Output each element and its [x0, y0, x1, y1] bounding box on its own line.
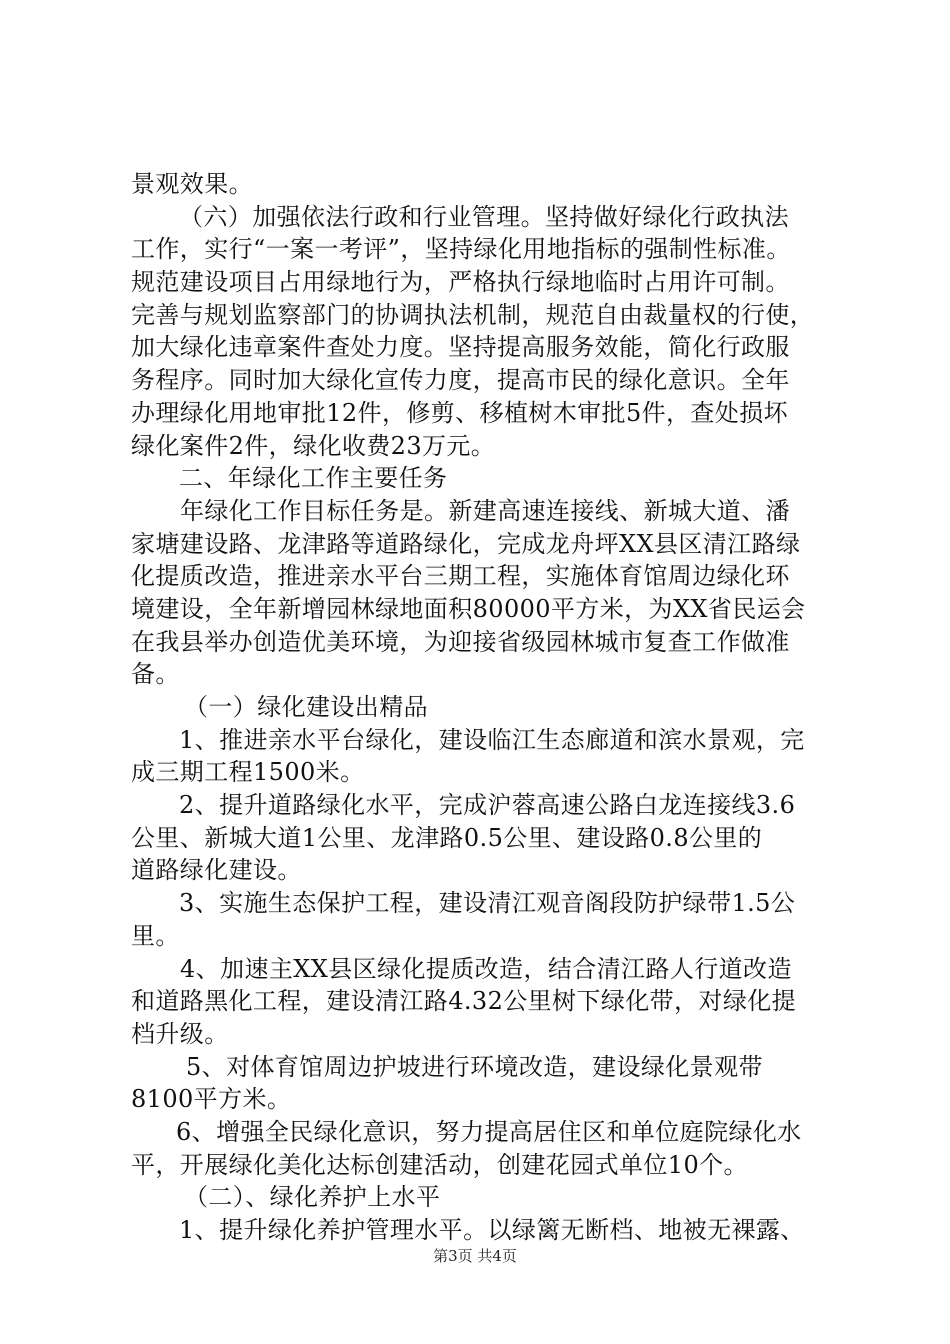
text-line: 平，开展绿化美化达标创建活动，创建花园式单位10个。 — [131, 1151, 748, 1179]
text-line: 规范建设项目占用绿地行为，严格执行绿地临时占用许可制。 — [131, 268, 790, 296]
text-line: 里。 — [131, 922, 180, 950]
text-line: 完善与规划监察部门的协调执法机制，规范自由裁量权的行使， — [131, 301, 815, 329]
page-footer: 第3页 共4页 — [433, 1247, 517, 1265]
subsection-heading: （二）、绿化养护上水平 — [184, 1183, 441, 1211]
text-line: 年绿化工作目标任务是。新建高速连接线、新城大道、潘 — [180, 497, 790, 525]
text-line: 1、推进亲水平台绿化，建设临江生态廊道和滨水景观，完 — [179, 726, 805, 754]
text-line: 公里、新城大道1公里、龙津路0.5公里、建设路0.8公里的 — [131, 824, 763, 852]
text-line: 道路绿化建设。 — [131, 856, 302, 884]
text-line: 化提质改造，推进亲水平台三期工程，实施体育馆周边绿化环 — [131, 562, 790, 590]
text-line: 3、实施生态保护工程，建设清江观音阁段防护绿带1.5公 — [179, 889, 796, 917]
subsection-heading: （一）绿化建设出精品 — [184, 693, 428, 721]
section-heading: 二、年绿化工作主要任务 — [179, 464, 448, 492]
text-line: 办理绿化用地审批12件，修剪、移植树木审批5件，查处损坏 — [131, 399, 789, 427]
text-line: 工作，实行“一案一考评”，坚持绿化用地指标的强制性标准。 — [131, 235, 791, 263]
text-line: 在我县举办创造优美环境，为迎接省级园林城市复查工作做准 — [131, 628, 790, 656]
text-line: 4、加速主XX县区绿化提质改造，结合清江路人行道改造 — [180, 955, 792, 983]
text-line: 和道路黑化工程，建设清江路4.32公里树下绿化带，对绿化提 — [131, 987, 797, 1015]
text-line: 家塘建设路、龙津路等道路绿化，完成龙舟坪XX县区清江路绿 — [131, 530, 801, 558]
text-line: 景观效果。 — [131, 170, 253, 198]
text-line: 8100平方米。 — [131, 1085, 292, 1113]
text-line: 绿化案件2件，绿化收费23万元。 — [131, 432, 496, 460]
text-line: 成三期工程1500米。 — [131, 758, 365, 786]
text-line: 6、增强全民绿化意识，努力提高居住区和单位庭院绿化水 — [176, 1118, 802, 1146]
text-line: 2、提升道路绿化水平，完成沪蓉高速公路白龙连接线3.6 — [179, 791, 796, 819]
text-line: 备。 — [131, 660, 180, 688]
text-line: 加大绿化违章案件查处力度。坚持提高服务效能，简化行政服 — [131, 333, 790, 361]
text-line: 5、对体育馆周边护坡进行环境改造，建设绿化景观带 — [186, 1053, 763, 1081]
text-line: 档升级。 — [131, 1020, 229, 1048]
text-line: 务程序。同时加大绿化宣传力度，提高市民的绿化意识。全年 — [131, 366, 790, 394]
text-line: 1、提升绿化养护管理水平。以绿篱无断档、地被无裸露、 — [179, 1216, 805, 1244]
text-line: 境建设，全年新增园林绿地面积80000平方米，为XX省民运会 — [131, 595, 806, 623]
text-line: （六）加强依法行政和行业管理。坚持做好绿化行政执法 — [179, 203, 789, 231]
